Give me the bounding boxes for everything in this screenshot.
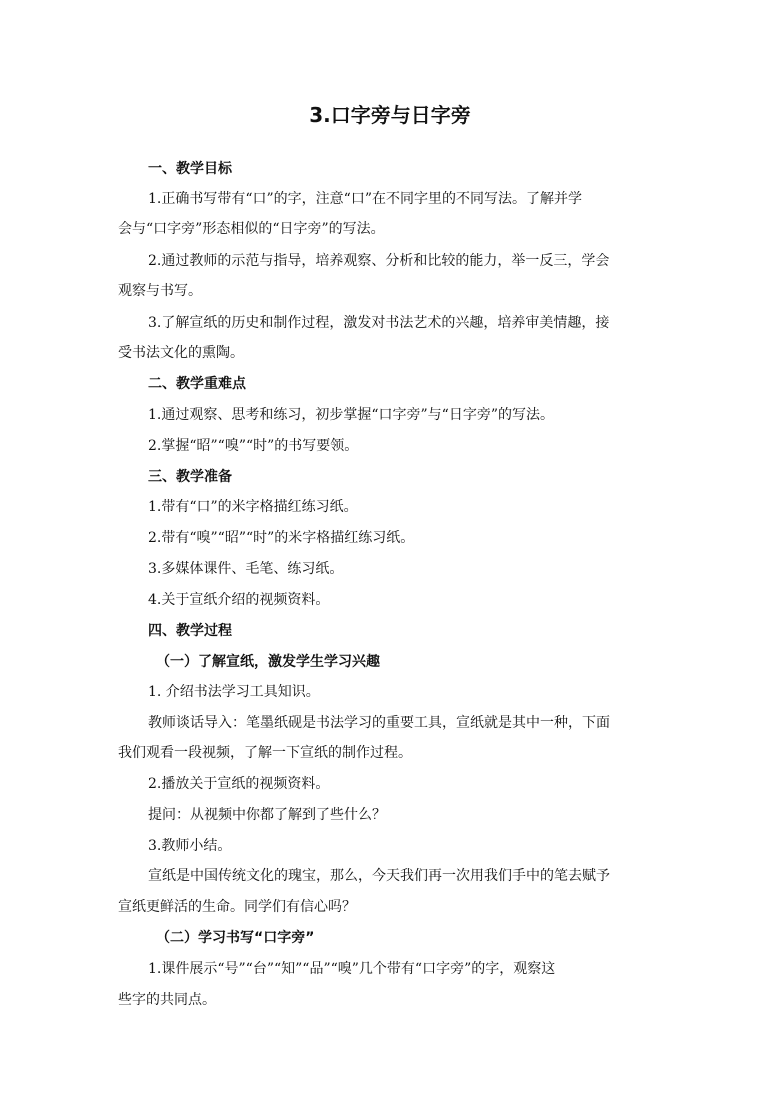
section-heading-objectives: 一、教学目标 bbox=[148, 161, 232, 177]
paragraph-line: 3.多媒体课件、毛笔、练习纸。 bbox=[148, 561, 344, 577]
paragraph-line: 2.播放关于宣纸的视频资料。 bbox=[148, 776, 330, 792]
paragraph-line: 1.通过观察、思考和练习，初步掌握“口字旁”与“日字旁”的写法。 bbox=[148, 407, 554, 423]
paragraph-line: 2.掌握“昭”“嗅”“时”的书写要领。 bbox=[148, 438, 359, 454]
paragraph-line: 提问：从视频中你都了解到了些什么？ bbox=[148, 807, 386, 823]
paragraph-line: 1. 介绍书法学习工具知识。 bbox=[148, 684, 320, 700]
paragraph-line: 2.通过教师的示范与指导，培养观察、分析和比较的能力，举一反三，学会 bbox=[148, 253, 610, 269]
paragraph-line: 3.教师小结。 bbox=[148, 838, 232, 854]
paragraph-line: 2.带有“嗅”“昭”“时”的米字格描红练习纸。 bbox=[148, 530, 415, 546]
paragraph-line: 宣纸是中国传统文化的瑰宝，那么，今天我们再一次用我们手中的笔去赋予 bbox=[148, 868, 610, 884]
subsection-heading: （二）学习书写“口字旁” bbox=[156, 930, 315, 946]
paragraph-line: 些字的共同点。 bbox=[118, 992, 216, 1008]
subsection-heading: （一）了解宣纸，激发学生学习兴趣 bbox=[156, 654, 380, 670]
paragraph-line: 3.了解宣纸的历史和制作过程，激发对书法艺术的兴趣，培养审美情趣，接 bbox=[148, 315, 610, 331]
section-heading-key-points: 二、教学重难点 bbox=[148, 376, 246, 392]
paragraph-line: 1.正确书写带有“口”的字，注意“口”在不同字里的不同写法。了解并学 bbox=[148, 191, 582, 207]
document-title: 3.口字旁与日字旁 bbox=[309, 103, 471, 127]
paragraph-line: 教师谈话导入：笔墨纸砚是书法学习的重要工具，宣纸就是其中一种，下面 bbox=[148, 715, 610, 731]
paragraph-line: 1.课件展示“号”“台”“知”“品”“嗅”几个带有“口字旁”的字，观察这 bbox=[148, 961, 556, 977]
paragraph-line: 1.带有“口”的米字格描红练习纸。 bbox=[148, 499, 358, 515]
paragraph-line: 受书法文化的熏陶。 bbox=[118, 345, 244, 361]
paragraph-line: 观察与书写。 bbox=[118, 283, 202, 299]
paragraph-line: 会与“口字旁”形态相似的“日字旁”的写法。 bbox=[118, 221, 385, 237]
paragraph-line: 4.关于宣纸介绍的视频资料。 bbox=[148, 592, 330, 608]
section-heading-preparation: 三、教学准备 bbox=[148, 469, 232, 485]
paragraph-line: 我们观看一段视频，了解一下宣纸的制作过程。 bbox=[118, 745, 412, 761]
section-heading-process: 四、教学过程 bbox=[148, 623, 232, 639]
paragraph-line: 宣纸更鲜活的生命。同学们有信心吗？ bbox=[118, 899, 356, 915]
